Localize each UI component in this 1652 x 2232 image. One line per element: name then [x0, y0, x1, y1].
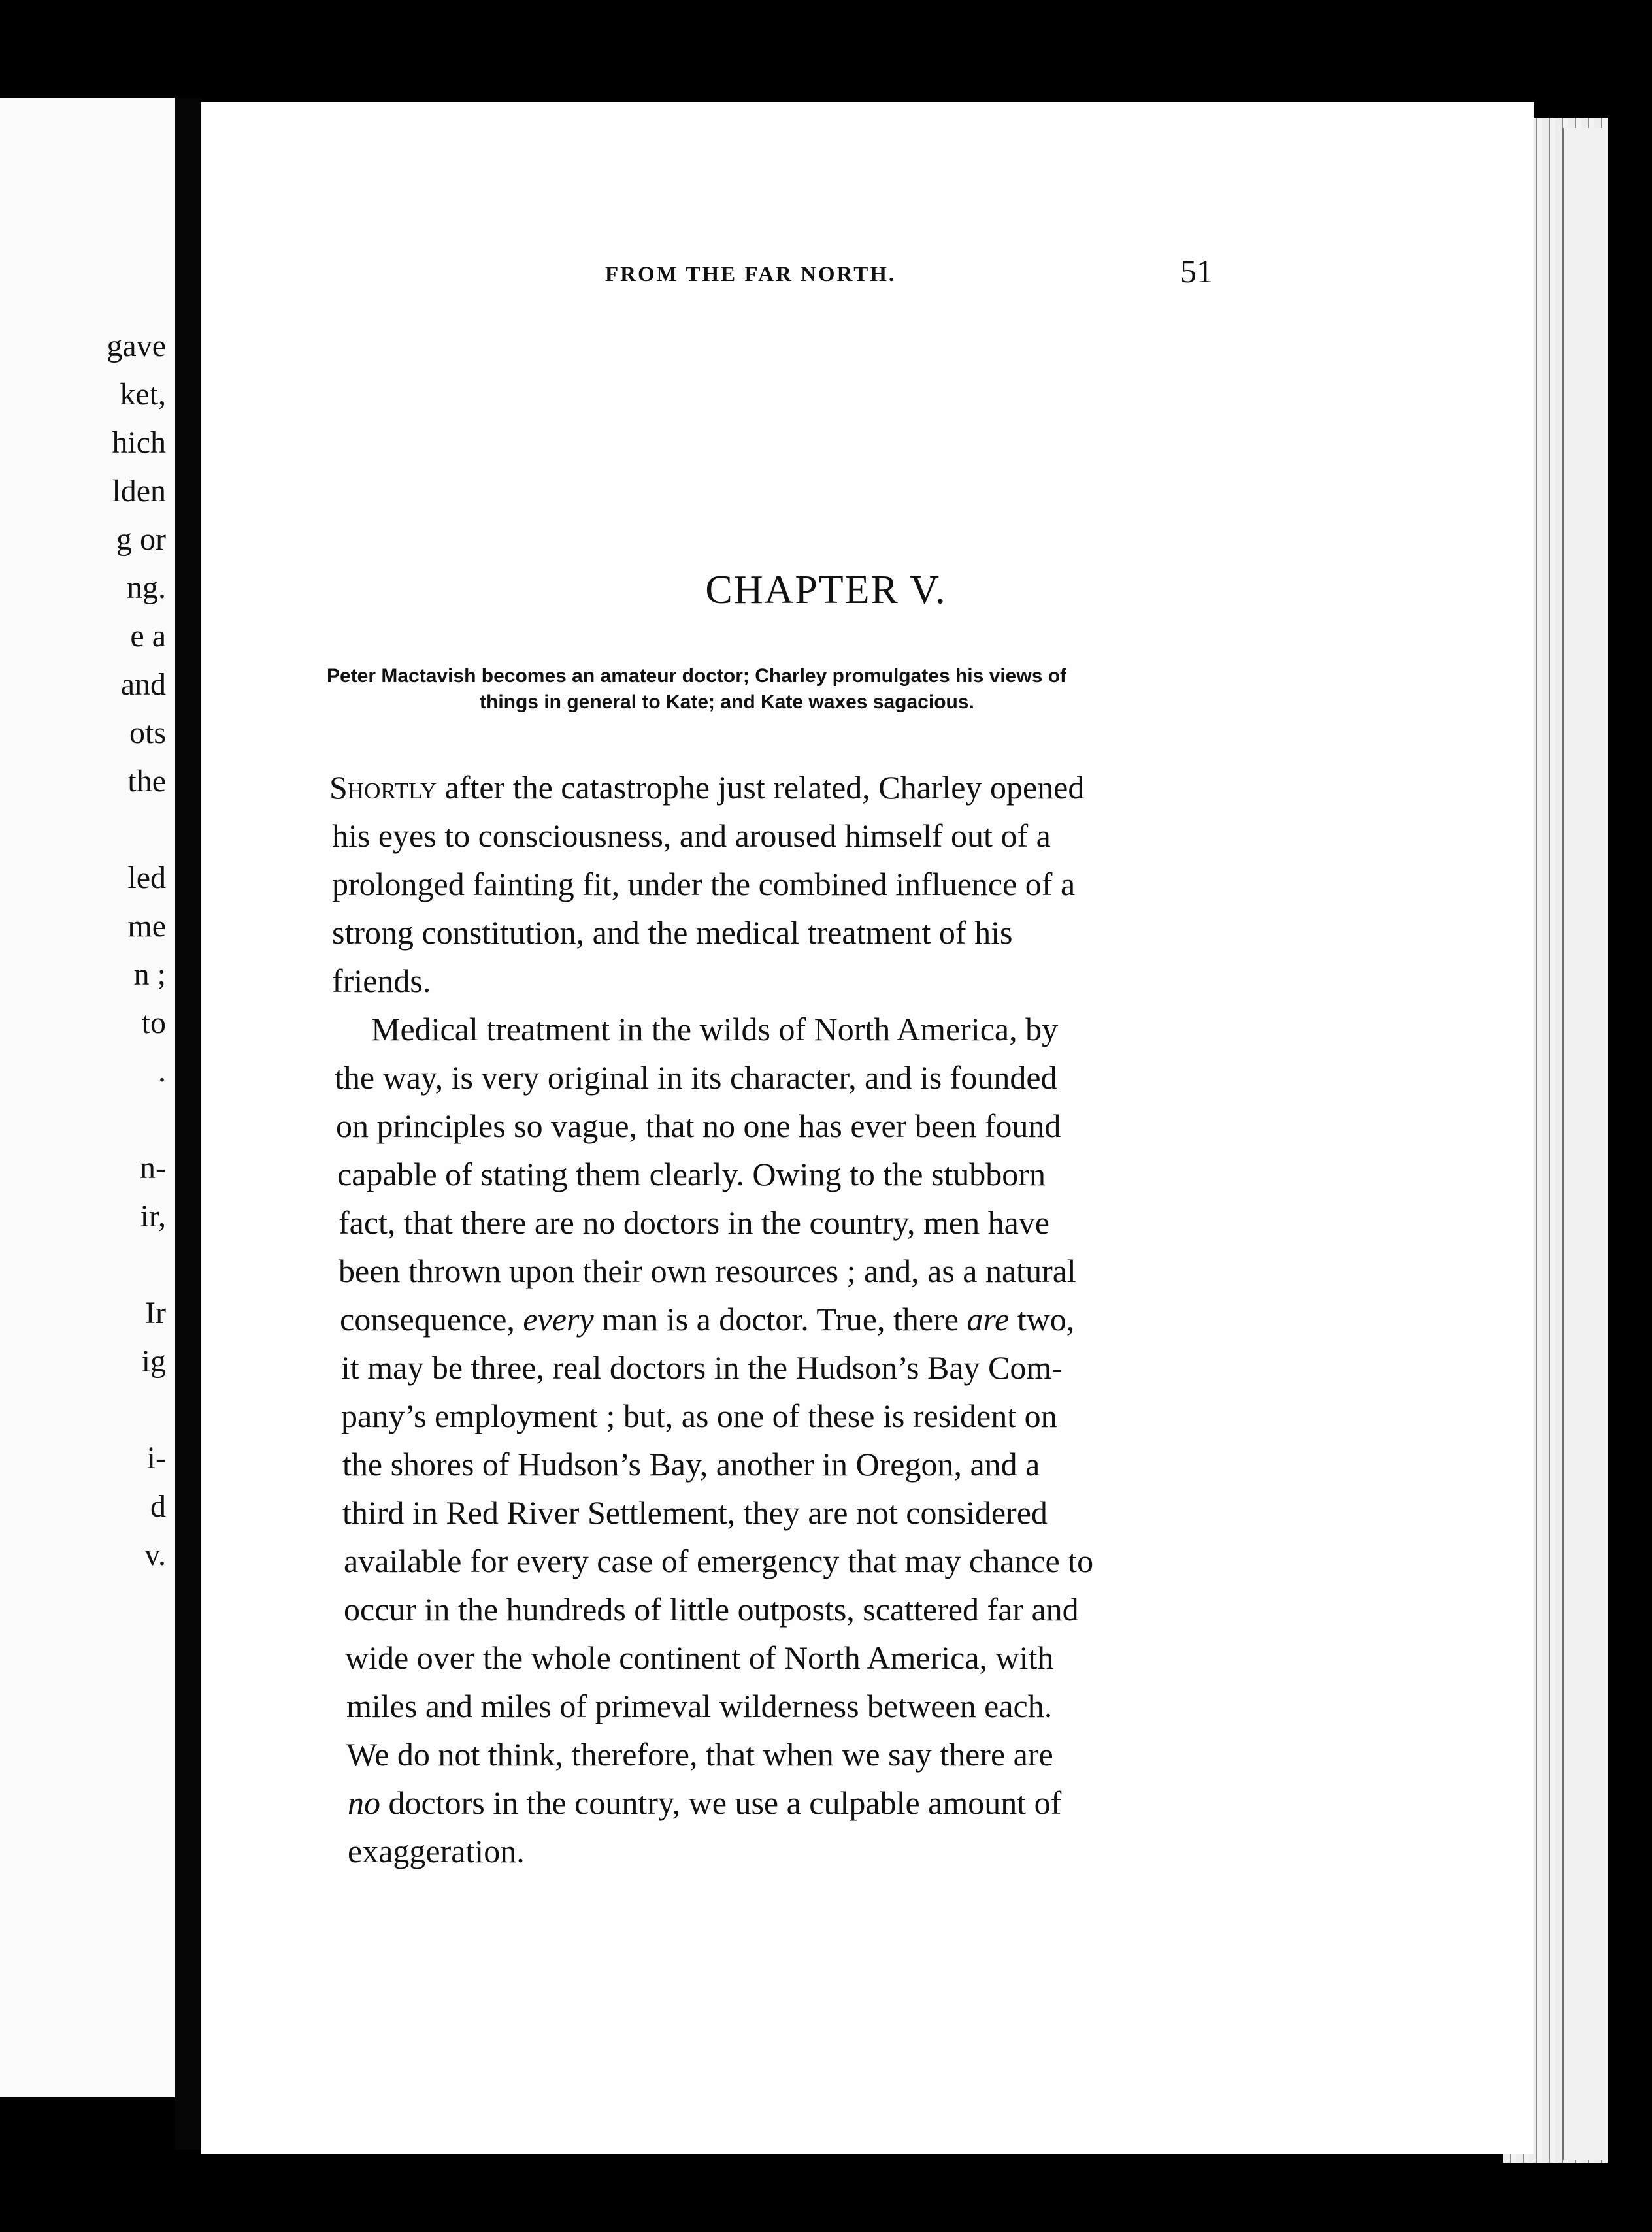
text-segment: doctors in the country, we use a culpable amount of [380, 1784, 1062, 1821]
text-segment: consequence, [340, 1301, 523, 1338]
text-line [340, 1303, 1074, 1336]
text-line: We do not think, therefore, that when we say there are [346, 1736, 1053, 1773]
facing-line: ig [141, 1344, 166, 1379]
text-line [329, 771, 1084, 804]
text-segment: two, [1009, 1301, 1075, 1338]
facing-line: ir, [140, 1199, 166, 1234]
facing-line: and [120, 667, 166, 702]
text-line: his eyes to consciousness, and aroused himself out of a [332, 817, 1051, 854]
text-line: strong constitution, and the medical treatment of his [332, 914, 1013, 951]
facing-line: i- [146, 1441, 166, 1475]
text-segment: after the catastrophe just related, Charley opened [437, 769, 1085, 806]
facing-line: me [127, 909, 166, 944]
page-number: 51 [1180, 253, 1213, 289]
facing-line: ots [129, 715, 166, 750]
text-line [348, 1786, 1061, 1819]
facing-line: gave [107, 329, 166, 363]
text-segment: man is a doctor. True, there [593, 1301, 967, 1338]
chapter-title: CHAPTER V. [705, 568, 947, 612]
page-edge-outer [1562, 128, 1607, 2160]
text-line: been thrown upon their own resources ; and, as a natural [339, 1253, 1076, 1289]
text-line: wide over the whole continent of North America, with [345, 1639, 1054, 1676]
facing-line: v. [144, 1537, 166, 1572]
drop-word: Shortly [329, 769, 437, 806]
facing-line: d [150, 1489, 166, 1524]
facing-line: to [141, 1006, 166, 1040]
facing-line: . [158, 1054, 166, 1089]
facing-line: e a [130, 619, 166, 653]
text-line: the shores of Hudson’s Bay, another in Oregon, and a [342, 1446, 1040, 1483]
text-line: miles and miles of primeval wilderness between each. [346, 1688, 1053, 1724]
running-head: FROM THE FAR NORTH. [605, 263, 897, 286]
text-line: pany’s employment ; but, as one of these is resident on [341, 1398, 1057, 1434]
text-line: prolonged fainting fit, under the combined influence of a [332, 866, 1076, 902]
text-line: exaggeration. [348, 1833, 525, 1869]
book-gutter [175, 98, 201, 2150]
emphasis: no [348, 1784, 380, 1821]
facing-line: ket, [120, 377, 166, 412]
text-line: friends. [332, 962, 431, 999]
facing-line: n- [140, 1151, 166, 1185]
text-line: Medical treatment in the wilds of North America, by [371, 1011, 1059, 1047]
text-line: capable of stating them clearly. Owing to the stubborn [337, 1156, 1046, 1192]
facing-line: n ; [133, 957, 166, 992]
facing-line: led [127, 861, 166, 895]
chapter-summary-line: things in general to Kate; and Kate waxes sagacious. [480, 691, 974, 713]
text-line: on principles so vague, that no one has ever been found [336, 1108, 1061, 1144]
text-line: the way, is very original in its character, and is founded [335, 1059, 1057, 1096]
text-line: third in Red River Settlement, they are not considered [342, 1494, 1048, 1531]
emphasis: every [523, 1301, 594, 1338]
facing-line: hich [112, 425, 166, 460]
facing-line: g or [116, 522, 166, 557]
text-line: it may be three, real doctors in the Hudson’s Bay Com- [341, 1349, 1063, 1386]
chapter-summary-line: Peter Mactavish becomes an amateur doctor; Charley promulgates his views of [327, 665, 1067, 687]
facing-line: lden [112, 474, 166, 508]
facing-line: ng. [127, 570, 166, 605]
facing-page-fragment [0, 98, 175, 2097]
text-line: available for every case of emergency that may chance to [344, 1543, 1094, 1579]
facing-line: Ir [145, 1296, 166, 1330]
text-line: occur in the hundreds of little outposts, scattered far and [344, 1591, 1079, 1628]
emphasis: are [966, 1301, 1010, 1338]
facing-line: the [127, 764, 166, 798]
text-line: fact, that there are no doctors in the country, men have [339, 1204, 1049, 1241]
